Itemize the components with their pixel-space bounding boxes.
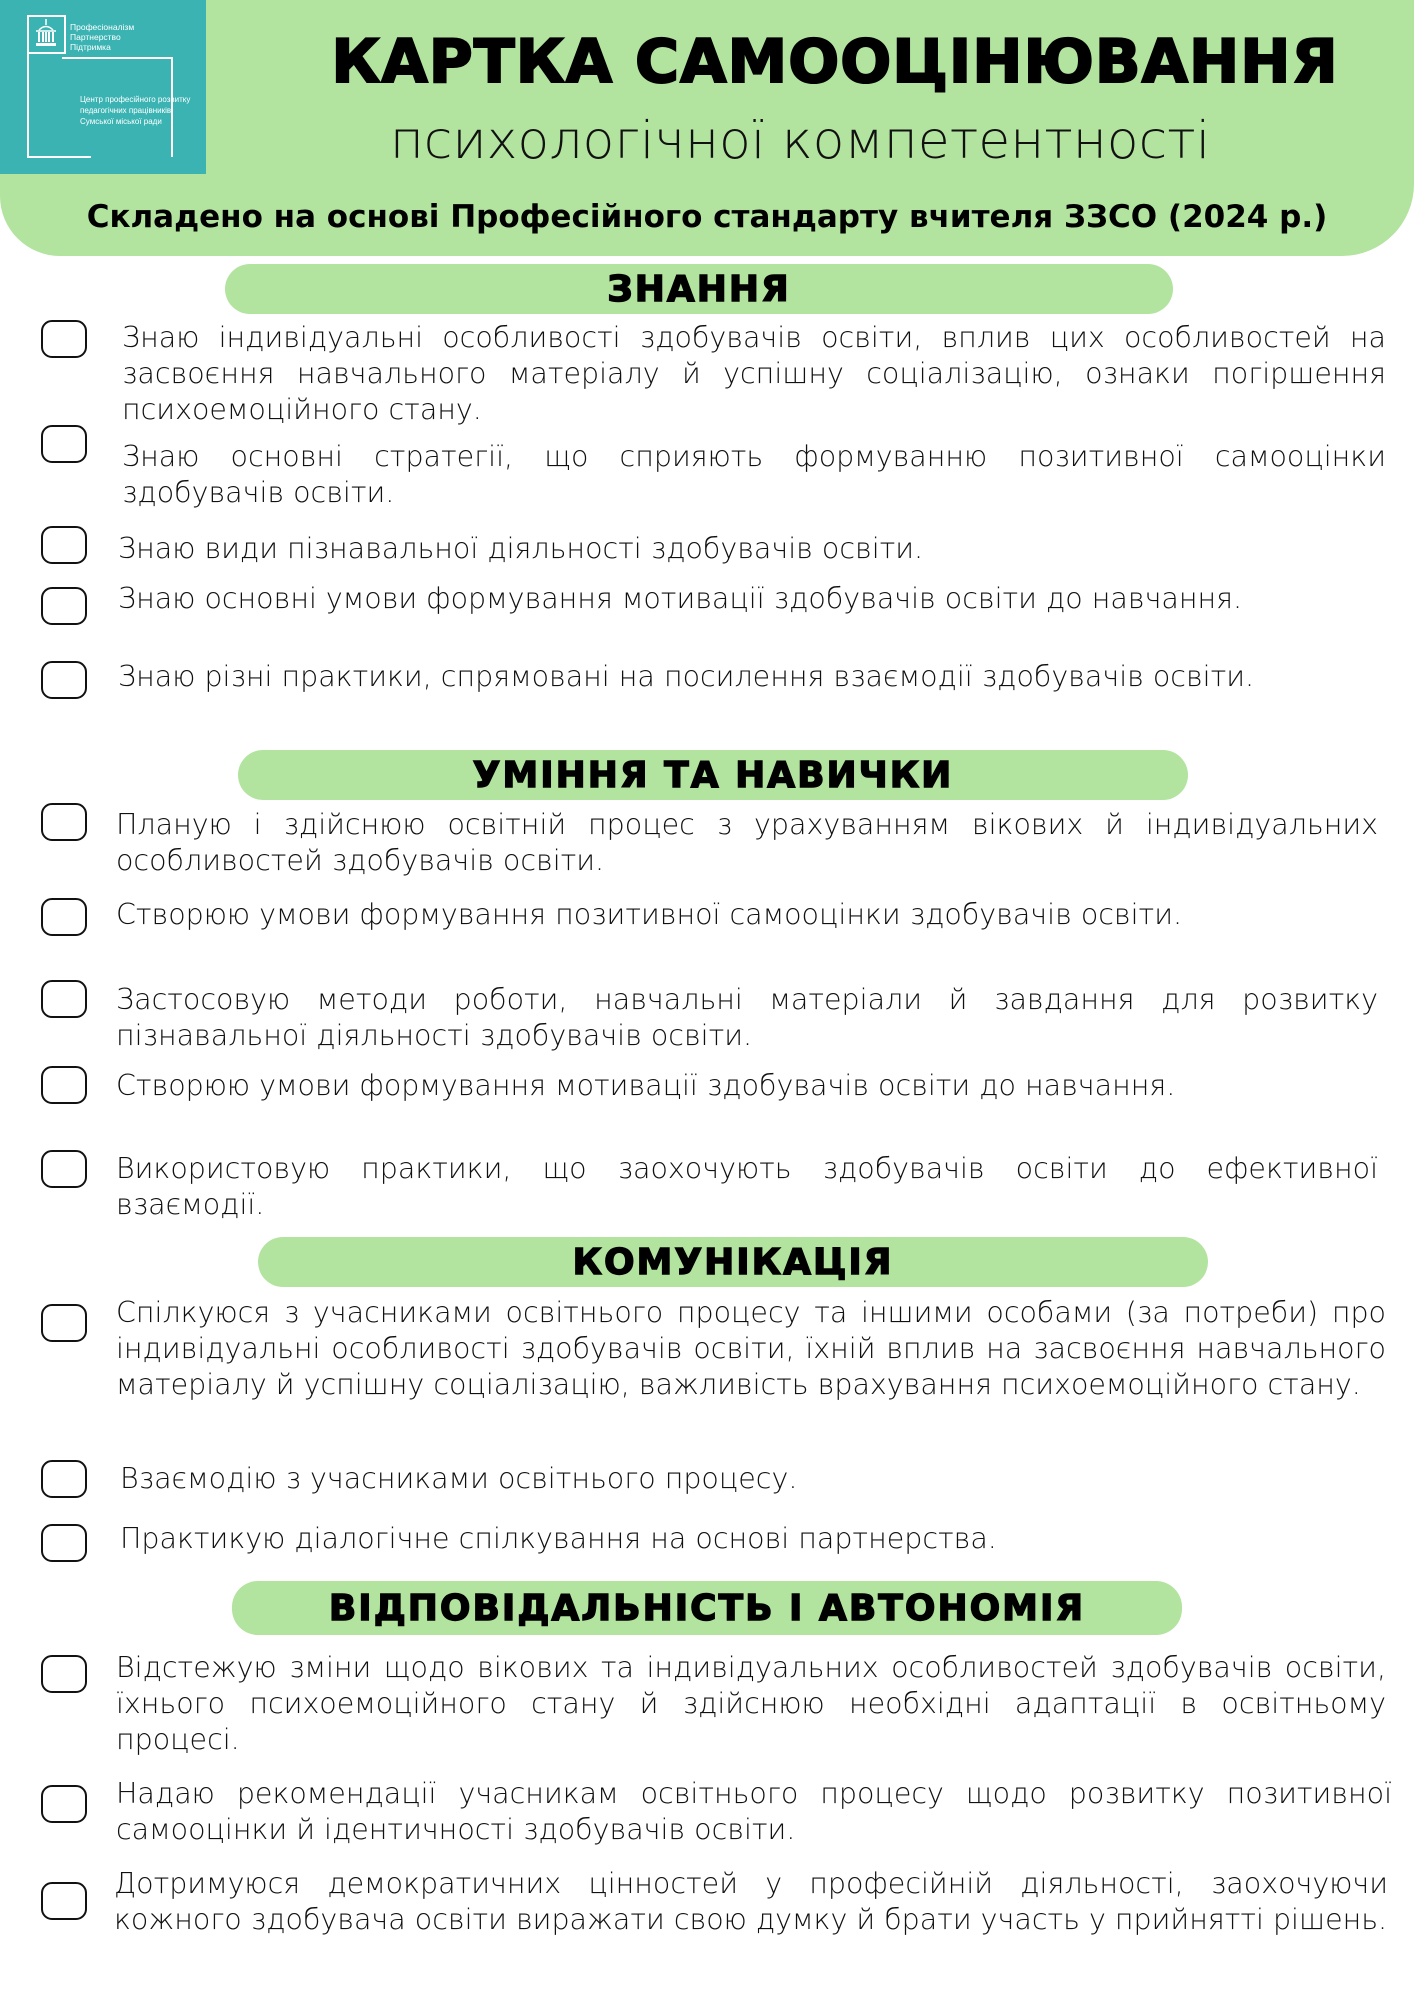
section-header-responsibility: ВІДПОВІДАЛЬНІСТЬ І АВТОНОМІЯ <box>232 1581 1182 1635</box>
item-text: Знаю основні стратегії, що сприяють формуванню позитивної самооцінки здобувачів освіти. <box>122 440 1386 509</box>
checkbox[interactable] <box>41 526 87 564</box>
checkbox[interactable] <box>41 1460 87 1498</box>
checkbox[interactable] <box>41 1882 87 1920</box>
logo-motto-line: Підтримка <box>70 42 111 52</box>
logo-motto-line: Професіоналізм <box>70 22 135 32</box>
page-subtitle: психологічної компетентності <box>389 111 1211 171</box>
source-note: Складено на основі Професійного стандарту вчителя ЗЗСО (2024 р.) <box>86 199 1328 235</box>
checkbox[interactable] <box>41 898 87 936</box>
header-banner <box>0 0 1414 256</box>
section-header-skills: УМІННЯ ТА НАВИЧКИ <box>238 750 1188 800</box>
checkbox[interactable] <box>41 1785 87 1823</box>
section-header-knowledge: ЗНАННЯ <box>225 264 1173 314</box>
logo-org-line: Сумської міської ради <box>80 117 162 126</box>
item-text: Застосовую методи роботи, навчальні матеріали й завдання для розвитку пізнавальної діяльності здобувачів освіти. <box>116 983 1378 1052</box>
logo-org-line: педагогічних працівників <box>80 106 172 115</box>
checkbox[interactable] <box>41 587 87 625</box>
item-text: Створюю умови формування позитивної самооцінки здобувачів освіти. <box>116 898 1183 931</box>
item-text: Знаю основні умови формування мотивації здобувачів освіти до навчання. <box>118 582 1243 615</box>
item-text: Дотримуюся демократичних цінностей у професійній діяльності, заохочуючи кожного здобувача освіти виражати свою думку й брати участь у прийнятті рішень. <box>114 1867 1388 1936</box>
logo-motto <box>70 22 134 52</box>
checkbox[interactable] <box>41 320 87 358</box>
checkbox[interactable] <box>41 1655 87 1693</box>
checkbox[interactable] <box>41 803 87 841</box>
checkbox[interactable] <box>41 1066 87 1104</box>
checkbox[interactable] <box>41 980 87 1018</box>
checkbox[interactable] <box>41 425 87 463</box>
item-text: Взаємодію з учасниками освітнього процесу. <box>120 1462 798 1495</box>
item-text: Відстежую зміни щодо вікових та індивідуальних особливостей здобувачів освіти, їхнього психоемоційного стану й здійснюю необхідні адаптації в освітньому процесі. <box>116 1651 1386 1756</box>
logo-org-line: Центр професійного розвитку <box>80 95 191 104</box>
item-text: Спілкуюся з учасниками освітнього процесу та іншими особами (за потреби) про індивідуальні особливості здобувачів освіти, їхній вплив на засвоєння навчального матеріалу й успішну соціалізацію, важливість врахування психоемоційного стану. <box>116 1296 1386 1401</box>
checkbox[interactable] <box>41 1304 87 1342</box>
item-text: Практикую діалогічне спілкування на основі партнерства. <box>120 1522 997 1555</box>
section-header-communication: КОМУНІКАЦІЯ <box>258 1237 1208 1287</box>
checkbox[interactable] <box>41 1524 87 1562</box>
logo <box>0 0 206 174</box>
checkbox[interactable] <box>41 661 87 699</box>
logo-org-name <box>80 94 190 127</box>
checkbox[interactable] <box>41 1150 87 1188</box>
item-text: Використовую практики, що заохочують здобувачів освіти до ефективної взаємодії. <box>116 1152 1378 1221</box>
item-text: Планую і здійснюю освітній процес з урахуванням вікових й індивідуальних особливостей здобувачів освіти. <box>116 808 1378 877</box>
item-text: Надаю рекомендації учасникам освітнього процесу щодо розвитку позитивної самооцінки й ідентичності здобувачів освіти. <box>116 1777 1392 1846</box>
building-emblem-icon <box>33 18 59 48</box>
item-text: Створюю умови формування мотивації здобувачів освіти до навчання. <box>116 1069 1176 1102</box>
page-title: КАРТКА САМООЦІНЮВАННЯ <box>331 27 1339 97</box>
item-text: Знаю різні практики, спрямовані на посилення взаємодії здобувачів освіти. <box>118 660 1255 693</box>
item-text: Знаю види пізнавальної діяльності здобувачів освіти. <box>118 532 924 565</box>
logo-motto-line: Партнерство <box>70 32 121 42</box>
item-text: Знаю індивідуальні особливості здобувачів освіти, вплив цих особливостей на засвоєння навчального матеріалу й успішну соціалізацію, ознаки погіршення психоемоційного стану. <box>122 321 1386 426</box>
